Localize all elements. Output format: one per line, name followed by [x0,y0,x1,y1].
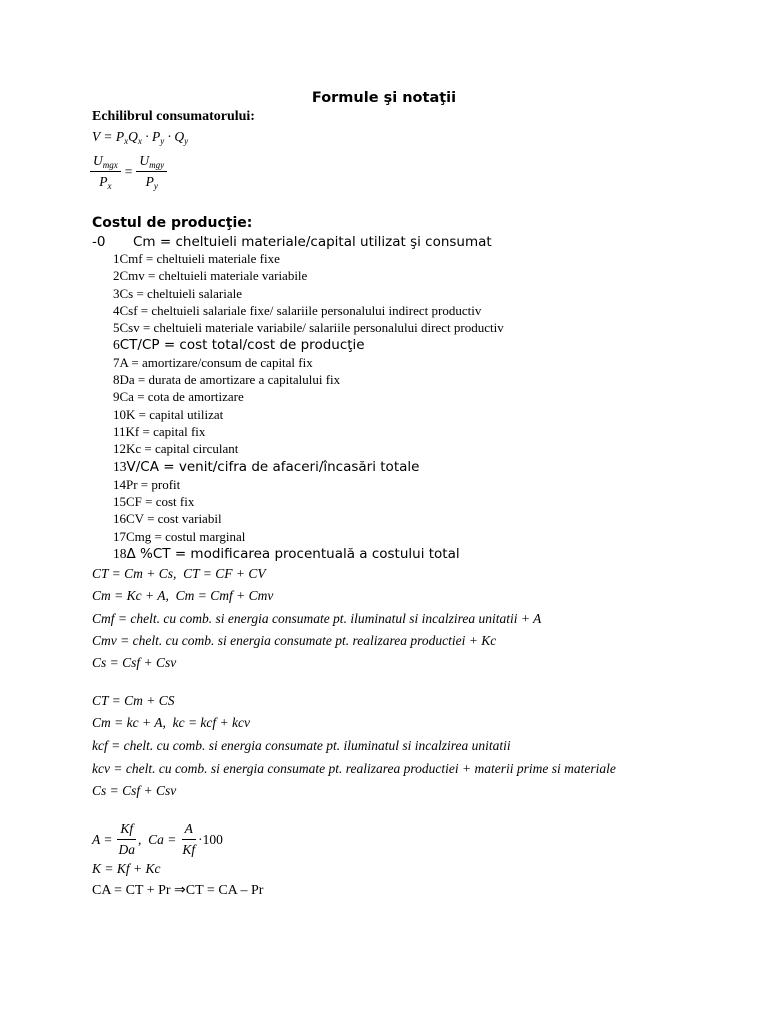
notation-line [113,320,504,336]
formula-line: CT = Cm + Cs, CT = CF + CV [92,566,266,581]
notation-text: Csf = cheltuieli salariale fixe/ salariile personalului indirect productiv [119,303,482,318]
symbol: U [139,153,150,168]
fraction-denominator [96,172,114,192]
fraction [90,151,121,192]
notation-text: Kc = capital circulant [126,441,239,456]
notation-number: 6 [113,337,120,352]
notation-text: Cmf = cheltuieli materiale fixe [119,251,280,266]
formula-line: Cm = kc + A, kc = kcf + kcv [92,715,250,730]
notation-text: Cmg = costul marginal [126,529,246,544]
formula-part: ·100 [198,831,223,847]
subscript: x [107,181,112,191]
notation-text: Cmv = cheltuieli materiale variabile [119,268,308,283]
subscript: y [160,136,165,146]
formula-line: Cs = Csf + Csv [92,783,177,798]
notation-line [113,494,194,510]
formula-line: Cmv = chelt. cu comb. si energia consumate pt. realizarea productiei + Kc [92,633,497,648]
notation-number: 12 [113,441,126,456]
notation-text: Δ %CT = modificarea procentuală a costului total [126,546,460,562]
notation-line [113,336,365,354]
notation-number: -0 [92,234,106,250]
budget-formula [92,128,188,146]
subscript: mgy [149,160,165,170]
notation-line [113,441,238,457]
notation-text: Pr = profit [126,477,181,492]
subscript: mgx [102,160,118,170]
subscript: y [153,181,158,191]
notation-number: 9 [113,389,120,404]
symbol: P [145,174,154,189]
notation-number: 3 [113,286,120,301]
equals-sign: = [124,163,133,179]
fraction [116,819,139,860]
notation-line [113,545,460,563]
notation-text: K = capital utilizat [126,407,224,422]
fraction-numerator [90,151,121,172]
notation-text: CV = cost variabil [126,511,222,526]
fraction-denominator: Kf [182,842,196,857]
formula-line: kcf = chelt. cu comb. si energia consumate pt. iluminatul si incalzirea unitatii [92,738,511,753]
notation-text: V/CA = venit/cifra de afaceri/încasări totale [126,459,420,475]
notation-text: Cs = cheltuieli salariale [119,286,242,301]
formula-part: · Q [164,129,185,144]
notation-text: Csv = cheltuieli materiale variabile/ salariile personalului direct productiv [119,320,504,335]
notation-text: CT/CP = cost total/cost de producţie [119,337,365,353]
notation-number: 1 [113,251,120,266]
notation-number: 2 [113,268,120,283]
notation-number: 10 [113,407,126,422]
fraction-numerator: A [182,819,196,840]
symbol: U [93,153,103,168]
formula-line: kcv = chelt. cu comb. si energia consumate pt. realizarea productiei + materii prime si materiale [92,761,616,776]
marginal-utility-formula [90,151,167,192]
notation-text: Kf = capital fix [125,424,206,439]
formula-part: V = P [92,129,125,144]
notation-line [113,303,481,319]
notation-number: 8 [113,372,120,387]
notation-line [113,477,180,493]
notation-text: Ca = cota de amortizare [119,389,244,404]
formula-part: Q [128,129,138,144]
fraction-numerator: Kf [117,819,136,840]
subscript: x [124,136,129,146]
formula-line: CT = Cm + CS [92,693,175,708]
notation-number: 13 [113,459,127,474]
formula-part: · P [141,129,161,144]
subscript: y [184,136,189,146]
notation-number: 17 [113,529,126,544]
notation-number: 18 [113,546,127,561]
notation-number: 11 [113,424,126,439]
fraction [136,151,167,192]
formula-line: Cm = Kc + A, Cm = Cmf + Cmv [92,588,274,603]
notation-text: Da = durata de amortizare a capitalului fix [119,372,341,387]
formula-part: A = [92,831,113,847]
notation-number: 15 [113,494,126,509]
fraction-numerator [136,151,167,172]
notation-number: 7 [113,355,120,370]
page-title: Formule şi notaţii [311,90,457,106]
section-heading-consumer: Echilibrul consumatorului: [92,109,255,124]
formula-part: , Ca = [138,831,177,847]
fraction-denominator: Da [118,842,135,857]
formula-line: CA = CT + Pr ⇒CT = CA – Pr [92,883,264,898]
notation-text: Cm = cheltuieli materiale/capital utilizat şi consumat [133,234,492,250]
notation-line [113,511,222,527]
notation-line [113,458,419,476]
notation-text: A = amortizare/consum de capital fix [119,355,313,370]
notation-line [92,233,492,251]
subscript: x [137,136,142,146]
formula-line: K = Kf + Kc [92,861,161,876]
notation-line [113,268,307,284]
notation-number: 5 [113,320,120,335]
notation-number: 4 [113,303,120,318]
fraction-denominator [143,172,161,192]
notation-line [113,251,280,267]
notation-line [113,286,242,302]
section-heading-production-cost: Costul de producţie: [92,215,253,231]
formula-line: Cs = Csf + Csv [92,655,177,670]
notation-number: 14 [113,477,126,492]
notation-line [113,529,245,545]
notation-number: 16 [113,511,126,526]
notation-line [113,372,340,388]
fraction [179,819,198,860]
notation-line [113,389,244,405]
notation-line [113,355,313,371]
notation-line [113,407,223,423]
amortization-formula [92,819,223,860]
formula-line: Cmf = chelt. cu comb. si energia consumate pt. iluminatul si incalzirea unitatii + A [92,611,542,626]
notation-text: CF = cost fix [126,494,195,509]
symbol: P [99,174,108,189]
notation-line [113,424,205,440]
